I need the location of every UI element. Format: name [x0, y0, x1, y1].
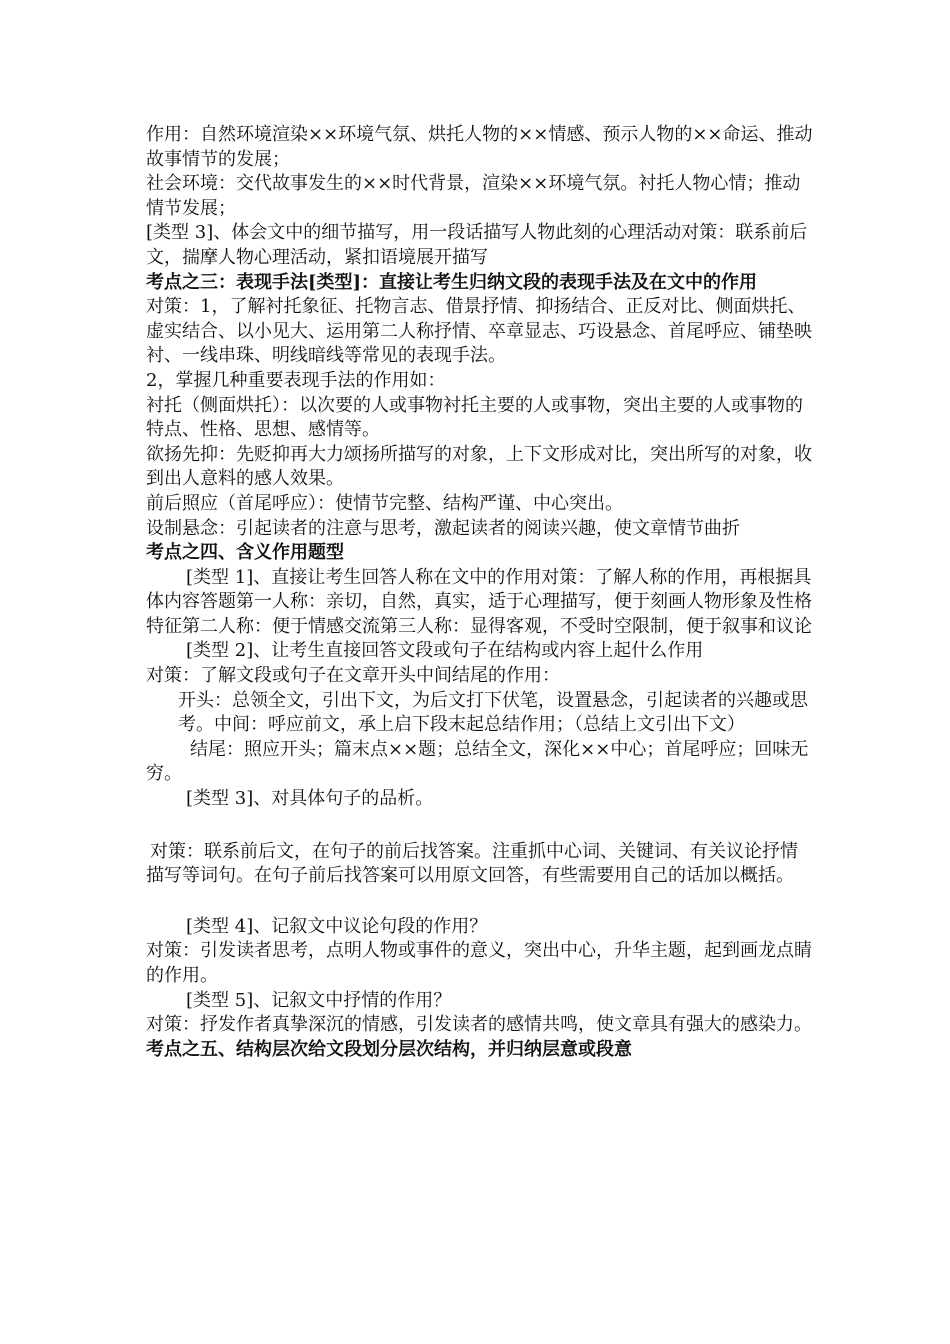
section-heading: 考点之三：表现手法[类型]：直接让考生归纳文段的表现手法及在文中的作用 — [146, 271, 758, 293]
paragraph: 衬托（侧面烘托）：以次要的人或事物衬托主要的人或事物，突出主要的人或事物的特点、性格、思想、感情等。 — [146, 394, 803, 441]
paragraph: 对策：了解文段或句子在文章开头中间结尾的作用： — [146, 665, 560, 687]
paragraph: 对策：1，了解衬托象征、托物言志、借景抒情、抑扬结合、正反对比、侧面烘托、虚实结合、以小见大、运用第二人称抒情、卒章显志、巧设悬念、首尾呼应、铺垫映衬、一线串珠、明线暗线等常见的表现手法。 — [146, 296, 812, 367]
paragraph: [类型 3]、体会文中的细节描写，用一段话描写人物此刻的心理活动对策：联系前后文，揣摩人物心理活动，紧扣语境展开描写 — [146, 222, 808, 268]
paragraph: [类型 4]、记叙文中议论句段的作用？ — [186, 915, 488, 937]
paragraph: 前后照应（首尾呼应）：使情节完整、结构严谨、中心突出。 — [146, 492, 623, 514]
paragraph: [类型 1]、直接让考生回答人称在文中的作用对策：了解人称的作用，再根据具体内容答题第一人称：亲切，自然，真实，适于心理描写，便于刻画人物形象及性格特征第二人称：便于情感交流第三人称：显得客观，不受时空限制，便于叙事和议论 — [146, 566, 812, 637]
paragraph: 欲扬先抑：先贬抑再大力颂扬所描写的对象，上下文形成对比，突出所写的对象，收到出人意料的感人效果。 — [146, 443, 812, 490]
paragraph: 对策：联系前后文，在句子的前后找答案。注重抓中心词、关键词、有关议论抒情描写等词句。在句子前后找答案可以用原文回答，有些需要用自己的话加以概括。 — [146, 840, 798, 887]
paragraph: 开头：总领全文，引出下文，为后文打下伏笔，设置悬念，引起读者的兴趣或思考。中间：呼应前文，承上启下段末起总结作用；（总结上文引出下文） — [178, 689, 808, 736]
paragraph: 作用：自然环境渲染××环境气氛、烘托人物的××情感、预示人物的××命运、推动故事情节的发展； — [146, 124, 813, 170]
section-heading: 考点之五、结构层次给文段划分层次结构，并归纳层意或段意 — [146, 1038, 632, 1060]
document-body — [146, 123, 814, 1062]
paragraph: [类型 3]、对具体句子的品析。 — [186, 788, 434, 810]
paragraph: 设制悬念：引起读者的注意与思考，激起读者的阅读兴趣，使文章情节曲折 — [146, 517, 740, 539]
section-heading: 考点之四、含义作用题型 — [146, 542, 344, 564]
paragraph: 结尾：照应开头；篇末点××题；总结全文，深化××中心；首尾呼应；回味无穷。 — [146, 738, 809, 785]
paragraph: [类型 5]、记叙文中抒情的作用？ — [186, 989, 452, 1011]
paragraph: [类型 2]、让考生直接回答文段或句子在结构或内容上起什么作用 — [186, 640, 704, 662]
paragraph: 2，掌握几种重要表现手法的作用如： — [146, 369, 446, 391]
paragraph: 对策：抒发作者真挚深沉的情感，引发读者的感情共鸣，使文章具有强大的感染力。 — [146, 1014, 812, 1036]
paragraph: 社会环境：交代故事发生的××时代背景，渲染××环境气氛。衬托人物心情；推动情节发展； — [146, 173, 801, 219]
paragraph: 对策：引发读者思考，点明人物或事件的意义，突出中心，升华主题，起到画龙点睛的作用。 — [146, 940, 812, 986]
